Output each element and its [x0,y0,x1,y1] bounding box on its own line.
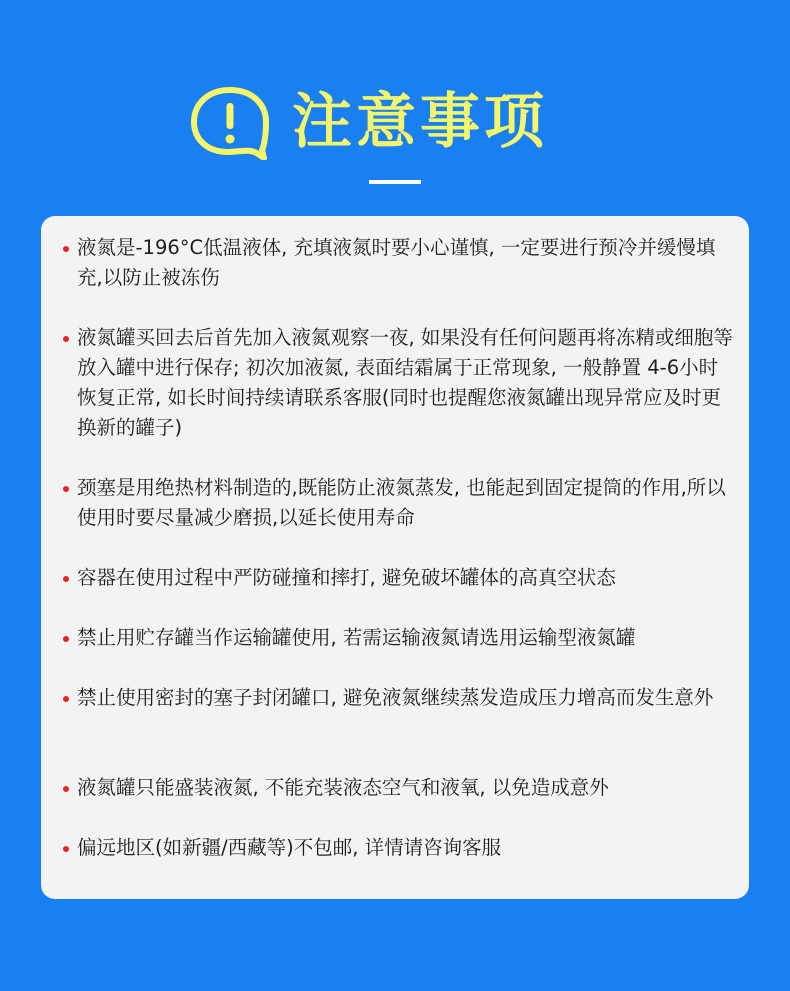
title-divider [369,180,421,184]
bullet-dot [63,336,69,342]
notice-item [77,233,737,293]
notice-text: 禁止用贮存罐当作运输罐使用, 若需运输液氮请选用运输型液氮罐 [77,626,636,649]
bullet-dot [63,636,69,642]
notice-text: 禁止使用密封的塞子封闭罐口, 避免液氮继续蒸发造成压力增高而发生意外 [77,686,714,709]
notice-item [77,563,737,593]
notice-text: 液氮罐只能盛装液氮, 不能充装液态空气和液氧, 以免造成意外 [77,776,609,799]
notice-item [77,623,737,653]
bullet-dot [63,246,69,252]
bullet-dot [63,576,69,582]
notice-item [77,473,737,533]
notice-text: 液氮罐买回去后首先加入液氮观察一夜, 如果没有任何问题再将冻精或细胞等放入罐中进行保存; 初次加液氮, 表面结霜属于正常现象, 一般静置 4-6小时 恢复正常, 如长时间持续请联系客服(同时也提醒您液氮罐出现异常应及时更换新的罐子) [77,326,733,439]
notice-text: 液氮是-196°C低温液体, 充填液氮时要小心谨慎, 一定要进行预冷并缓慢填充,以防止被冻伤 [77,236,716,289]
notice-text: 颈塞是用绝热材料制造的,既能防止液氮蒸发, 也能起到固定提筒的作用,所以使用时要尽量减少磨损,以延长使用寿命 [77,476,726,529]
bullet-dot [63,696,69,702]
bullet-dot [63,786,69,792]
notice-item [77,683,737,713]
notice-item [77,323,737,443]
notice-card [41,216,749,899]
notice-item [77,833,737,863]
bullet-dot [63,486,69,492]
notice-text: 偏远地区(如新疆/西藏等)不包邮, 详情请咨询客服 [77,836,502,859]
notice-item [77,773,737,803]
page-title: 注意事项 [292,87,548,157]
bullet-dot [63,846,69,852]
notice-text: 容器在使用过程中严防碰撞和摔打, 避免破坏罐体的高真空状态 [77,566,616,589]
exclamation-speech-bubble-icon [188,84,272,160]
header [0,78,790,168]
